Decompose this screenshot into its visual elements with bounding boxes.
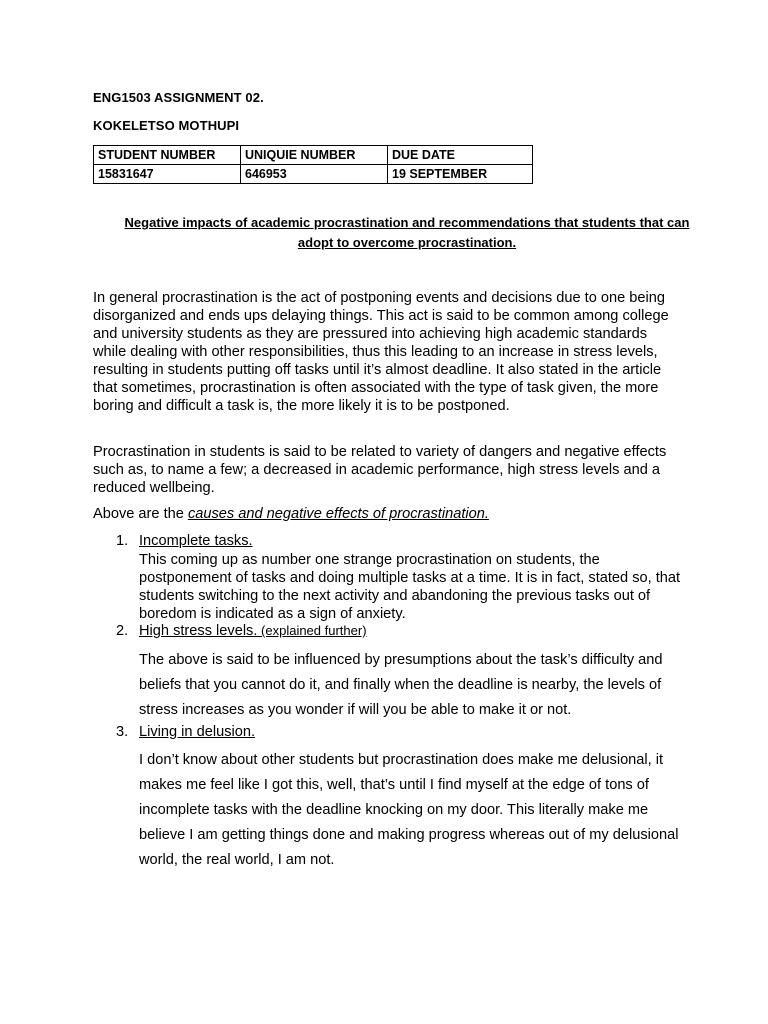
table-cell: 15831647	[94, 165, 241, 184]
list-item-title-text: High stress levels.	[139, 623, 258, 639]
list-item-number: 3.	[116, 724, 129, 740]
table-header-row	[94, 146, 533, 165]
paragraph-effects: Procrastination in students is said to be related to variety of dangers and negative effects such as, to name a few; a decreased in academic performance, high stress levels and a reduced wellbeing.	[93, 444, 667, 496]
list-item-title	[139, 724, 255, 740]
table-header-cell: DUE DATE	[388, 146, 533, 165]
assignment-title: ENG1503 ASSIGNMENT 02.	[93, 90, 264, 105]
paragraph-intro: In general procrastination is the act of postponing events and decisions due to one being disorganized and ends ups delaying things. This act is said to be common among college and university students as they are pressured into achieving high academic standards while dealing with other responsibilities, thus this leading to an increase in stress levels, resulting in students putting off tasks until it’s almost deadline. It also stated in the article that sometimes, procrastination is often associated with the type of task given, the more boring and difficult a task is, the more likely it is to be postponed.	[93, 290, 669, 414]
list-item-title-text: Living in delusion.	[139, 724, 256, 740]
list-item-body: The above is said to be influenced by presumptions about the task’s difficulty and beliefs that you cannot do it, and finally when the deadline is nearby, the levels of stress increases as you wonder if will you be able to make it or not.	[139, 652, 663, 718]
essay-title: Negative impacts of academic procrastination and recommendations that students that can adopt to overcome procrastination.	[124, 215, 690, 250]
list-item-note: (explained further)	[257, 623, 367, 638]
list-intro-text: Above are the	[93, 506, 188, 522]
paragraph-list-intro	[93, 505, 683, 523]
list-intro-emphasis: causes and negative effects of procrastination.	[187, 506, 489, 522]
list-item-title	[139, 533, 253, 549]
list-item-number: 1.	[116, 533, 129, 549]
list-item-body: I don’t know about other students but procrastination does make me delusional, it makes me feel like I got this, well, that’s until I find myself at the edge of tons of incomplete tasks with the deadline knocking on my door. This literally make me believe I am getting things done and making progress whereas out of my delusional world, the real world, I am not.	[139, 752, 679, 868]
list-item-body: This coming up as number one strange procrastination on students, the postponement of tasks and doing multiple tasks at a time. It is in fact, stated so, that students switching to the next activity and abandoning the previous tasks out of boredom is indicated as a sign of anxiety.	[139, 552, 681, 622]
student-name: KOKELETSO MOTHUPI	[93, 118, 240, 133]
table-cell: 19 SEPTEMBER	[388, 165, 533, 184]
list-item-number: 2.	[116, 623, 129, 639]
list-item-title-text: Incomplete tasks.	[139, 533, 253, 549]
table-header-cell: UNIQUIE NUMBER	[241, 146, 388, 165]
student-info-table	[93, 145, 533, 184]
list-item-title	[139, 623, 367, 639]
table-cell: 646953	[241, 165, 388, 184]
table-header-cell: STUDENT NUMBER	[94, 146, 241, 165]
table-row	[94, 165, 533, 184]
